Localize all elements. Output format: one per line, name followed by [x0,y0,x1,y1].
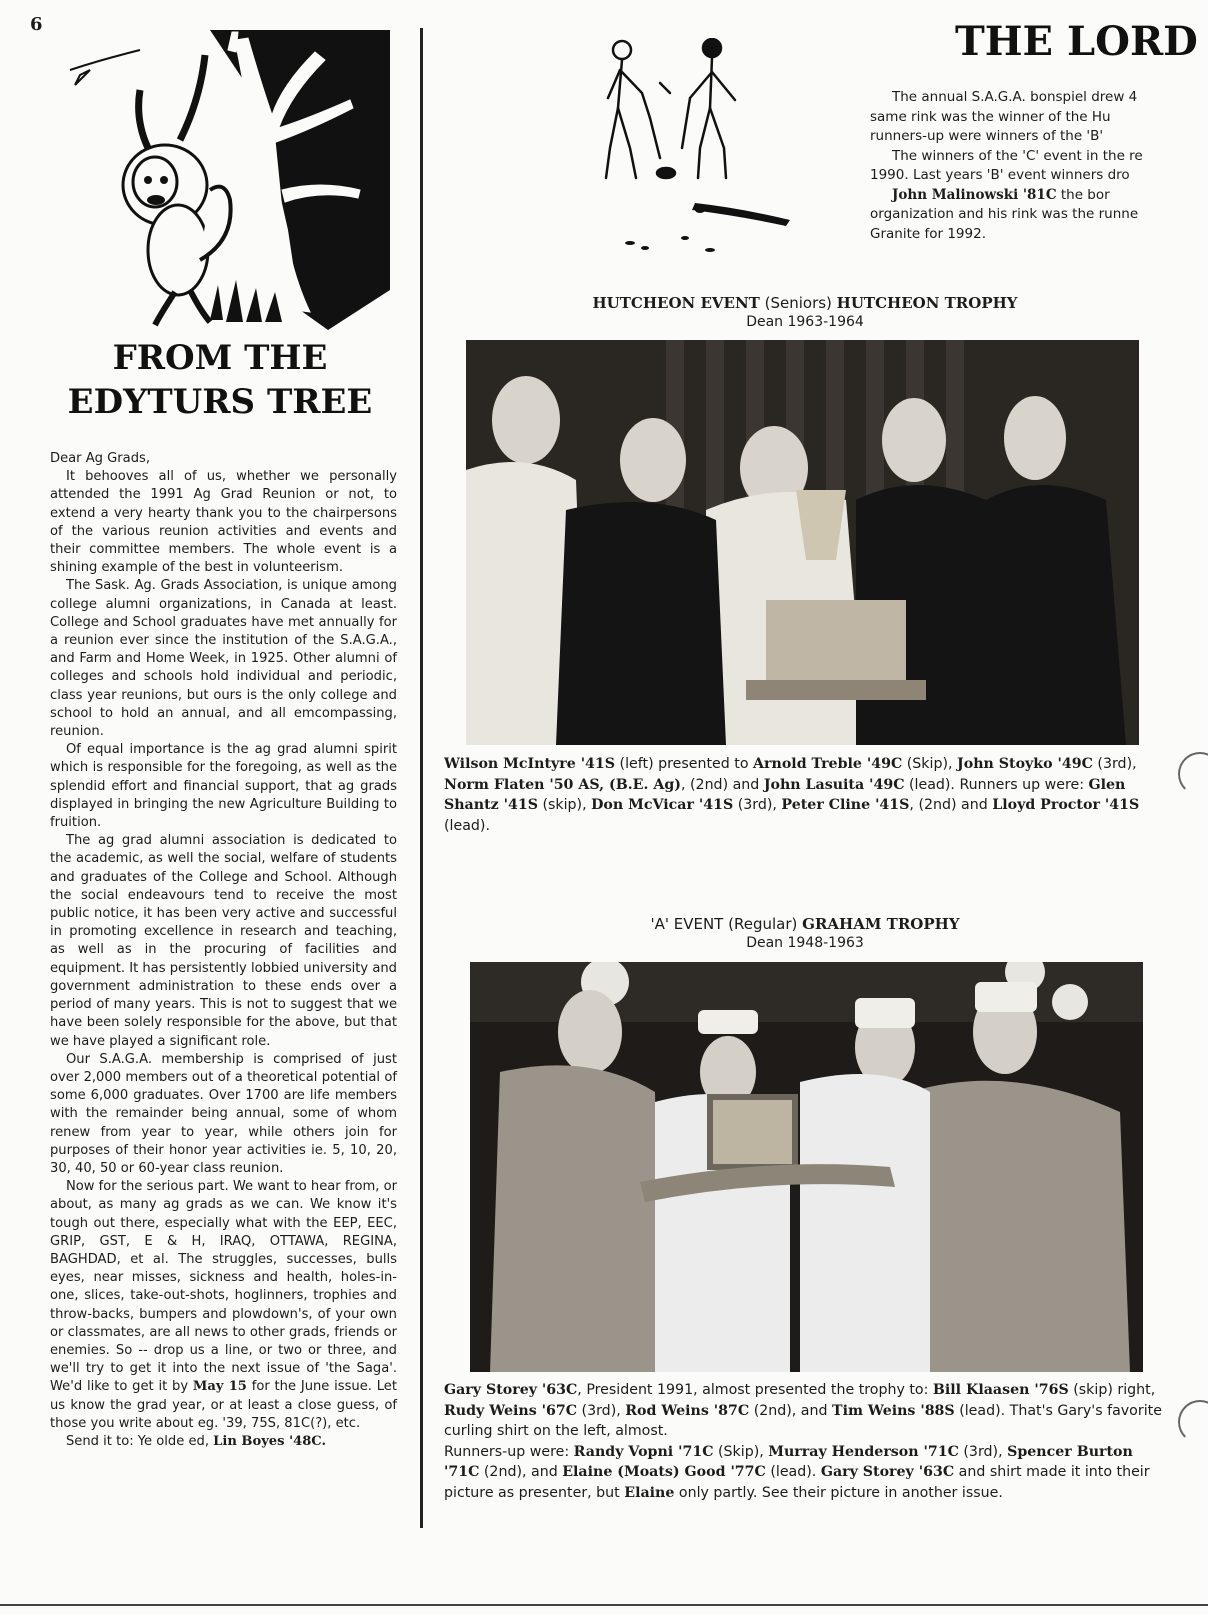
caption-run: (lead). [765,1464,821,1480]
caption-name: Lloyd Proctor '41S [992,797,1140,813]
photo-hutcheon-trophy [466,340,1139,745]
caption-name: Elaine (Moats) Good '77C [562,1464,766,1480]
caption-name: Peter Cline '41S [781,797,910,813]
caption-name: Glen Shantz '41S [444,776,1126,813]
trophy-name: HUTCHEON TROPHY [836,294,1018,312]
intro-text: the bor [1056,186,1110,203]
caption-name: John Lasuita '49C [763,776,905,793]
caption-run: (Skip), [902,756,958,772]
letter-send-to [50,1433,397,1451]
caption-name: Rod Weins '87C [625,1402,750,1419]
intro-line: organization and his rink was the runne [870,206,1139,222]
binder-hole-mark [1178,1400,1208,1444]
caption-run: (3rd), [958,1443,1008,1460]
event-heading-hutcheon [445,294,1165,332]
trophy-name: GRAHAM TROPHY [802,915,960,933]
letter-text: Now for the serious part. We want to hear from, or about, as many ag grads as we can. We know it's tough out there, especially what with the EEP, EEC, GRIP, GST, E & H, IRAQ, OTTAWA, REGINA, BAGHDAD, et al. The struggles, successes, bulls eyes, near misses, sickness and health, holes-in-one, slices, take-out-shots, hoglinners, trophies and throw-backs, bumpers and plowdown's, of your own or classmates, are all news to other grads, friends or enemies. So -- drop us a line, or two or three, and we'll try to get it into the next issue of 'the Saga'. We'd like to get it by [50,1179,398,1395]
caption-run: (lead). That's Gary's favorite curling shirt on the left, almost. [444,1402,1162,1439]
caption-run: (3rd), [577,1402,626,1419]
caption-run: (left) presented to [615,756,754,772]
caption-run: , (2nd) and [680,776,764,793]
caption-run: (skip), [537,797,592,813]
headline [40,336,400,424]
caption-name: Spencer Burton '71C [444,1443,1133,1480]
caption-run: (3rd), [1092,756,1137,772]
caption-name: John Stoyko '49C [957,756,1093,772]
caption-name: Randy Vopni '71C [573,1443,714,1460]
headline-line-1: FROM THE [112,338,328,378]
bonspiel-intro [870,88,1208,244]
caption-run: only partly. See their picture in another issue. [674,1484,1003,1501]
curling-players-illustration [600,38,820,263]
monkey-tree-illustration [60,30,390,330]
intro-line: The winners of the 'C' event in the re [892,147,1143,164]
deadline-date: May 15 [192,1379,247,1395]
headline-line-2: EDYTURS TREE [67,382,373,422]
caption-graham [444,1380,1169,1503]
caption-name: Rudy Weins '67C [444,1402,578,1419]
letter-paragraph: Our S.A.G.A. membership is comprised of just over 2,000 members out of a theoretical potential of some 6,000 graduates. Over 1700 are life members with the remainder being annual, some of whom renew from year to year, while others join for purposes of their honor year activities ie. 5, 10, 20, 30, 40, 50 or 60-year class reunion. [50,1051,397,1176]
caption-name: Murray Henderson '71C [768,1443,959,1460]
caption-run: (lead). Runners up were: [904,776,1089,793]
caption-run: , (2nd) and [909,797,993,813]
caption-run: (2nd), and [479,1464,563,1480]
send-prefix: Send it to: Ye olde ed, [66,1433,214,1449]
letter-salutation: Dear Ag Grads, [50,451,150,466]
caption-run: (skip) right, [1068,1382,1156,1398]
event-heading-graham [445,915,1165,953]
intro-name: John Malinowski '81C [892,186,1057,203]
letter-paragraph: Of equal importance is the ag grad alumni spirit which is responsible for the foregoing, as well as the splendid effort and financial support, that ag grads displayed in bringing the new Agriculture Building to fruition. [50,742,397,831]
caption-run: (2nd), and [749,1402,833,1419]
caption-hutcheon [444,754,1169,836]
caption-text [444,1380,1169,1442]
event-title: 'A' EVENT (Regular) [650,915,803,933]
intro-line: The annual S.A.G.A. bonspiel drew 4 [892,89,1138,105]
caption-name: Elaine [624,1484,675,1501]
caption-run: Runners-up were: [444,1443,574,1460]
letter-paragraph: The ag grad alumni association is dedicated to the academic, as well the social, welfare of students and graduates of the College and School. Although the social endeavours tend to receive the most public notice, it has been very active and successful in promoting excellence in research and teaching, as well as in the procuring of facilities and equipment. It has persistently lobbied university and government administration to these ends over a period of many years. This is not to suggest that we have been solely responsible for the above, but that we have played a significant role. [50,833,397,1049]
caption-run: , President 1991, almost presented the trophy to: [577,1382,933,1398]
caption-name: Don McVicar '41S [591,797,734,813]
caption-text [444,1442,1169,1504]
event-dean: Dean 1948-1963 [746,935,864,951]
letter-paragraph: The Sask. Ag. Grads Association, is unique among college alumni organizations, in Canada at least. College and School graduates have met annually for a reunion ever since the institution of the S.A.G.A., and Farm and Home Week, in 1925. Other alumni of colleges and schools hold individual and periodic, class year reunions, but ours is the only college and school to hold an annual, and all emcompassing, reunion. [50,578,397,740]
letter-paragraph: It behooves all of us, whether we personally attended the 1991 Ag Grad Reunion or not, to extend a very hearty thank you to the chairpersons of the various reunion activities and events and their committee members. The whole event is a shining example of the best in volunteerism. [50,469,397,576]
letter-text: for the June issue. Let us know the grad year, or at least a close guess, of those you write about eg. '39, 75S, 81C(?), etc. [50,1379,398,1431]
caption-run: (3rd), [733,797,782,813]
editor-letter [50,450,397,1451]
intro-line: Granite for 1992. [870,225,986,242]
event-title: HUTCHEON EVENT [592,294,760,312]
caption-text [444,754,1169,836]
caption-name: Tim Weins '88S [832,1402,955,1419]
caption-name: Bill Klaasen '76S [932,1382,1069,1398]
editor-name: Lin Boyes '48C. [213,1433,327,1449]
intro-line [870,186,1208,206]
column-divider [420,28,423,1528]
intro-line: runners-up were winners of the 'B' [870,128,1104,144]
caption-name: Wilson McIntyre '41S [444,756,616,772]
letter-paragraph [50,1178,397,1433]
caption-name: Gary Storey '63C [444,1382,578,1398]
page-number: 6 [30,14,43,35]
caption-run: (Skip), [713,1443,769,1460]
intro-line: 1990. Last years 'B' event winners dro [870,167,1130,183]
binder-hole-mark [1178,752,1208,796]
caption-run: (lead). [444,817,490,834]
caption-run: and shirt made it into their picture as presenter, but [444,1464,1150,1501]
photo-graham-trophy [470,962,1143,1372]
caption-name: Norm Flaten '50 AS, (B.E. Ag) [444,776,681,793]
caption-name: Gary Storey '63C [820,1464,955,1480]
right-page-title: THE LORD [955,18,1198,65]
caption-name: Arnold Treble '49C [753,756,903,772]
event-category: (Seniors) [759,294,837,312]
page-bottom-rule [0,1604,1208,1606]
intro-line: same rink was the winner of the Hu [870,108,1111,125]
event-dean: Dean 1963-1964 [746,314,864,330]
